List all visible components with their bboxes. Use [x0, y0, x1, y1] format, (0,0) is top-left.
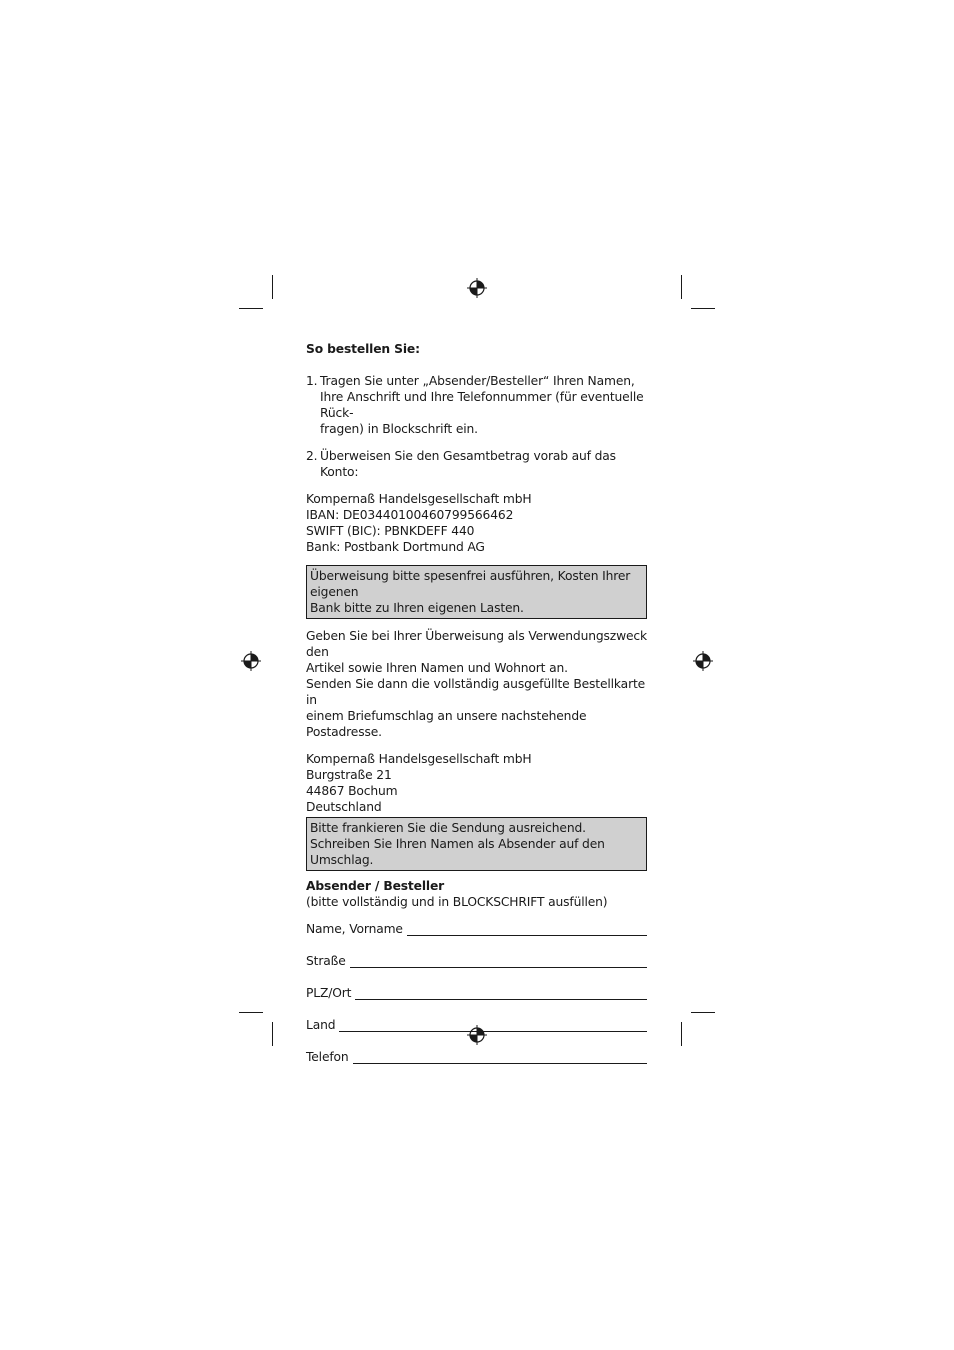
sender-heading: Absender / Besteller: [306, 879, 445, 893]
purpose-line: Senden Sie dann die vollständig ausgefüllte Bestellkarte in: [306, 677, 646, 707]
name-field-label: Name, Vorname: [306, 922, 403, 936]
purpose-line: Artikel sowie Ihren Namen und Wohnort an.: [306, 661, 568, 675]
plz-ort-field-line[interactable]: [355, 999, 647, 1000]
order-card: [306, 341, 647, 1065]
instructions-heading: So bestellen Sie:: [306, 342, 420, 356]
crop-mark: [691, 308, 715, 309]
land-field[interactable]: [306, 1017, 647, 1033]
step-1: [306, 373, 647, 437]
transfer-note-line: Bank bitte zu Ihren eigenen Lasten.: [310, 601, 524, 615]
address-company: Kompernaß Handelsgesellschaft mbH: [306, 752, 532, 766]
registration-mark-icon: [467, 278, 487, 298]
telefon-field-line[interactable]: [353, 1063, 647, 1064]
name-field-line[interactable]: [407, 935, 647, 936]
address-street: Burgstraße 21: [306, 768, 392, 782]
crop-mark: [239, 1012, 263, 1013]
step-1-line: Tragen Sie unter „Absender/Besteller“ Ihren Namen,: [320, 374, 635, 388]
crop-mark: [239, 308, 263, 309]
land-field-label: Land: [306, 1018, 336, 1032]
transfer-note-box: [306, 565, 647, 619]
crop-mark: [272, 275, 273, 299]
bank-details: [306, 491, 647, 555]
sender-subheading: (bitte vollständig und in BLOCKSCHRIFT ausfüllen): [306, 895, 608, 909]
step-text: Überweisen Sie den Gesamtbetrag vorab auf das Konto:: [320, 449, 616, 479]
address-country: Deutschland: [306, 800, 382, 814]
bank-iban: IBAN: DE03440100460799566462: [306, 508, 514, 522]
bank-company: Kompernaß Handelsgesellschaft mbH: [306, 492, 532, 506]
step-number: 1.: [306, 374, 318, 388]
telefon-field[interactable]: [306, 1049, 647, 1065]
postage-note-line: Bitte frankieren Sie die Sendung ausreichend.: [310, 821, 586, 835]
purpose-text: [306, 628, 647, 740]
registration-mark-icon: [693, 651, 713, 671]
bank-swift: SWIFT (BIC): PBNKDEFF 440: [306, 524, 475, 538]
step-text: [320, 373, 647, 437]
street-field[interactable]: [306, 953, 647, 969]
crop-mark: [691, 1012, 715, 1013]
step-1-line: fragen) in Blockschrift ein.: [320, 422, 478, 436]
plz-ort-field[interactable]: [306, 985, 647, 1001]
bank-name: Bank: Postbank Dortmund AG: [306, 540, 485, 554]
step-1-line: Ihre Anschrift und Ihre Telefonnummer (für eventuelle Rück-: [320, 390, 644, 420]
purpose-line: Geben Sie bei Ihrer Überweisung als Verwendungszweck den: [306, 629, 647, 659]
land-field-line[interactable]: [339, 1031, 647, 1032]
crop-mark: [272, 1022, 273, 1046]
postage-note-line: Schreiben Sie Ihren Namen als Absender auf den Umschlag.: [310, 837, 605, 867]
address-city: 44867 Bochum: [306, 784, 398, 798]
crop-mark: [681, 1022, 682, 1046]
step-2: [306, 448, 647, 480]
name-field[interactable]: [306, 921, 647, 937]
postal-address: [306, 751, 647, 815]
plz-ort-field-label: PLZ/Ort: [306, 986, 352, 1000]
telefon-field-label: Telefon: [306, 1050, 349, 1064]
crop-mark: [681, 275, 682, 299]
street-field-line[interactable]: [350, 967, 647, 968]
step-number: 2.: [306, 449, 318, 463]
postage-note-box: [306, 817, 647, 871]
purpose-line: einem Briefumschlag an unsere nachstehende Postadresse.: [306, 709, 587, 739]
street-field-label: Straße: [306, 954, 346, 968]
registration-mark-icon: [241, 651, 261, 671]
transfer-note-line: Überweisung bitte spesenfrei ausführen, Kosten Ihrer eigenen: [310, 569, 631, 599]
